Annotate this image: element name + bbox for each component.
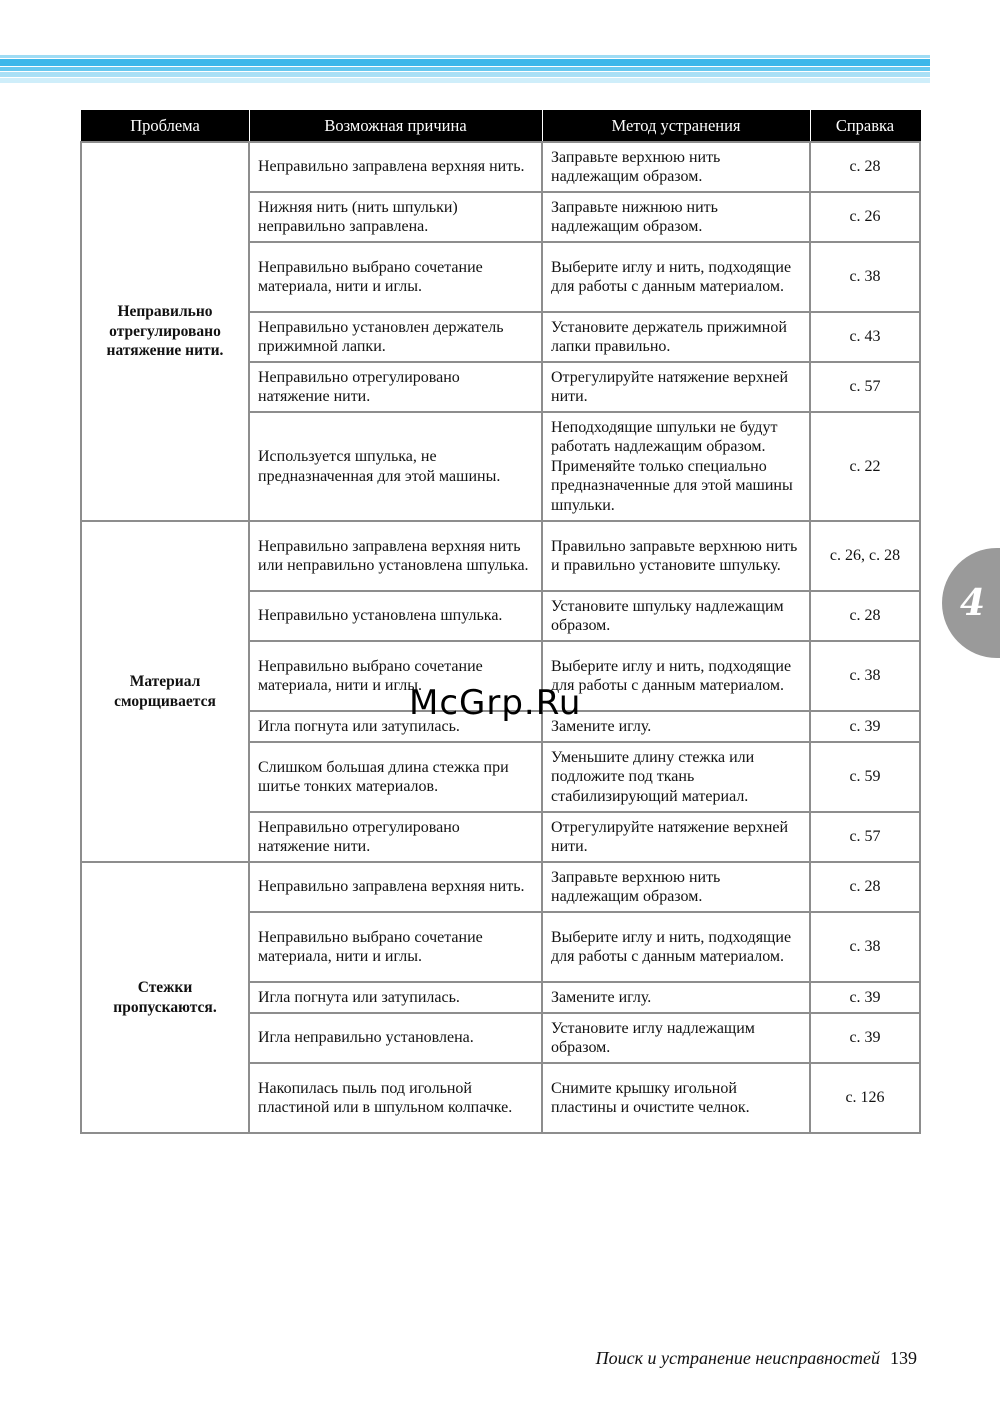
- reference-cell: с. 26: [810, 192, 920, 242]
- cause-cell: Игла неправильно установлена.: [249, 1013, 542, 1063]
- footer-section-title: Поиск и устранение неисправностей: [595, 1348, 880, 1368]
- cause-cell: Неправильно выбрано сочетание материала, нити и иглы.: [249, 641, 542, 711]
- table-header-row: [81, 111, 920, 143]
- cause-cell: Нижняя нить (нить шпульки) неправильно заправлена.: [249, 192, 542, 242]
- cause-cell: Неправильно заправлена верхняя нить.: [249, 862, 542, 912]
- cause-cell: Накопилась пыль под игольной пластиной или в шпульном колпачке.: [249, 1063, 542, 1133]
- fix-cell: Установите шпульку надлежащим образом.: [542, 591, 810, 641]
- reference-cell: с. 22: [810, 412, 920, 521]
- fix-cell: Установите иглу надлежащим образом.: [542, 1013, 810, 1063]
- watermark: McGrp.Ru: [409, 683, 582, 723]
- header-cause: Возможная причина: [249, 111, 542, 143]
- table-row: [81, 862, 920, 912]
- fix-cell: Заправьте верхнюю нить надлежащим образом.: [542, 862, 810, 912]
- cause-cell: Неправильно выбрано сочетание материала, нити и иглы.: [249, 912, 542, 982]
- decorative-top-band: [0, 55, 930, 83]
- cause-cell: Неправильно заправлена верхняя нить или неправильно установлена шпулька.: [249, 521, 542, 591]
- reference-cell: с. 38: [810, 912, 920, 982]
- fix-cell: Выберите иглу и нить, подходящие для работы с данным материалом.: [542, 641, 810, 711]
- reference-cell: с. 39: [810, 1013, 920, 1063]
- fix-cell: Отрегулируйте натяжение верхней нити.: [542, 812, 810, 862]
- fix-cell: Отрегулируйте натяжение верхней нити.: [542, 362, 810, 412]
- reference-cell: с. 39: [810, 982, 920, 1013]
- header-reference: Справка: [810, 111, 920, 143]
- reference-cell: с. 59: [810, 742, 920, 812]
- reference-cell: с. 38: [810, 242, 920, 312]
- fix-cell: Правильно заправьте верхнюю нить и правильно установите шпульку.: [542, 521, 810, 591]
- table-body: [81, 142, 920, 1133]
- table-row: [81, 142, 920, 192]
- cause-cell: Используется шпулька, не предназначенная для этой машины.: [249, 412, 542, 521]
- reference-cell: с. 57: [810, 812, 920, 862]
- cause-cell: Игла погнута или затупилась.: [249, 711, 542, 742]
- reference-cell: с. 39: [810, 711, 920, 742]
- reference-cell: с. 26, с. 28: [810, 521, 920, 591]
- fix-cell: Выберите иглу и нить, подходящие для работы с данным материалом.: [542, 242, 810, 312]
- table-row: [81, 521, 920, 591]
- reference-cell: с. 28: [810, 862, 920, 912]
- fix-cell: Заправьте нижнюю нить надлежащим образом.: [542, 192, 810, 242]
- reference-cell: с. 28: [810, 142, 920, 192]
- cause-cell: Слишком большая длина стежка при шитье тонких материалов.: [249, 742, 542, 812]
- reference-cell: с. 43: [810, 312, 920, 362]
- reference-cell: с. 28: [810, 591, 920, 641]
- cause-cell: Неправильно отрегулировано натяжение нити.: [249, 812, 542, 862]
- fix-cell: Замените иглу.: [542, 711, 810, 742]
- page-number: 139: [890, 1348, 917, 1368]
- troubleshooting-table: [80, 110, 921, 1134]
- header-problem: Проблема: [81, 111, 249, 143]
- fix-cell: Замените иглу.: [542, 982, 810, 1013]
- problem-cell: Материал сморщивается: [81, 521, 249, 862]
- cause-cell: Неправильно установлен держатель прижимной лапки.: [249, 312, 542, 362]
- reference-cell: с. 126: [810, 1063, 920, 1133]
- fix-cell: Выберите иглу и нить, подходящие для работы с данным материалом.: [542, 912, 810, 982]
- cause-cell: Неправильно отрегулировано натяжение нити.: [249, 362, 542, 412]
- cause-cell: Неправильно установлена шпулька.: [249, 591, 542, 641]
- reference-cell: с. 57: [810, 362, 920, 412]
- fix-cell: Неподходящие шпульки не будут работать надлежащим образом. Применяйте только специально предназначенные для этой машины шпульки.: [542, 412, 810, 521]
- fix-cell: Снимите крышку игольной пластины и очистите челнок.: [542, 1063, 810, 1133]
- cause-cell: Неправильно заправлена верхняя нить.: [249, 142, 542, 192]
- cause-cell: Неправильно выбрано сочетание материала, нити и иглы.: [249, 242, 542, 312]
- problem-cell: Стежки пропускаются.: [81, 862, 249, 1133]
- reference-cell: с. 38: [810, 641, 920, 711]
- fix-cell: Уменьшите длину стежка или подложите под ткань стабилизирующий материал.: [542, 742, 810, 812]
- page-footer: [0, 1348, 917, 1369]
- fix-cell: Установите держатель прижимной лапки правильно.: [542, 312, 810, 362]
- fix-cell: Заправьте верхнюю нить надлежащим образом.: [542, 142, 810, 192]
- problem-cell: Неправильно отрегулировано натяжение нити.: [81, 142, 249, 521]
- header-fix: Метод устранения: [542, 111, 810, 143]
- chapter-number: 4: [960, 582, 986, 624]
- cause-cell: Игла погнута или затупилась.: [249, 982, 542, 1013]
